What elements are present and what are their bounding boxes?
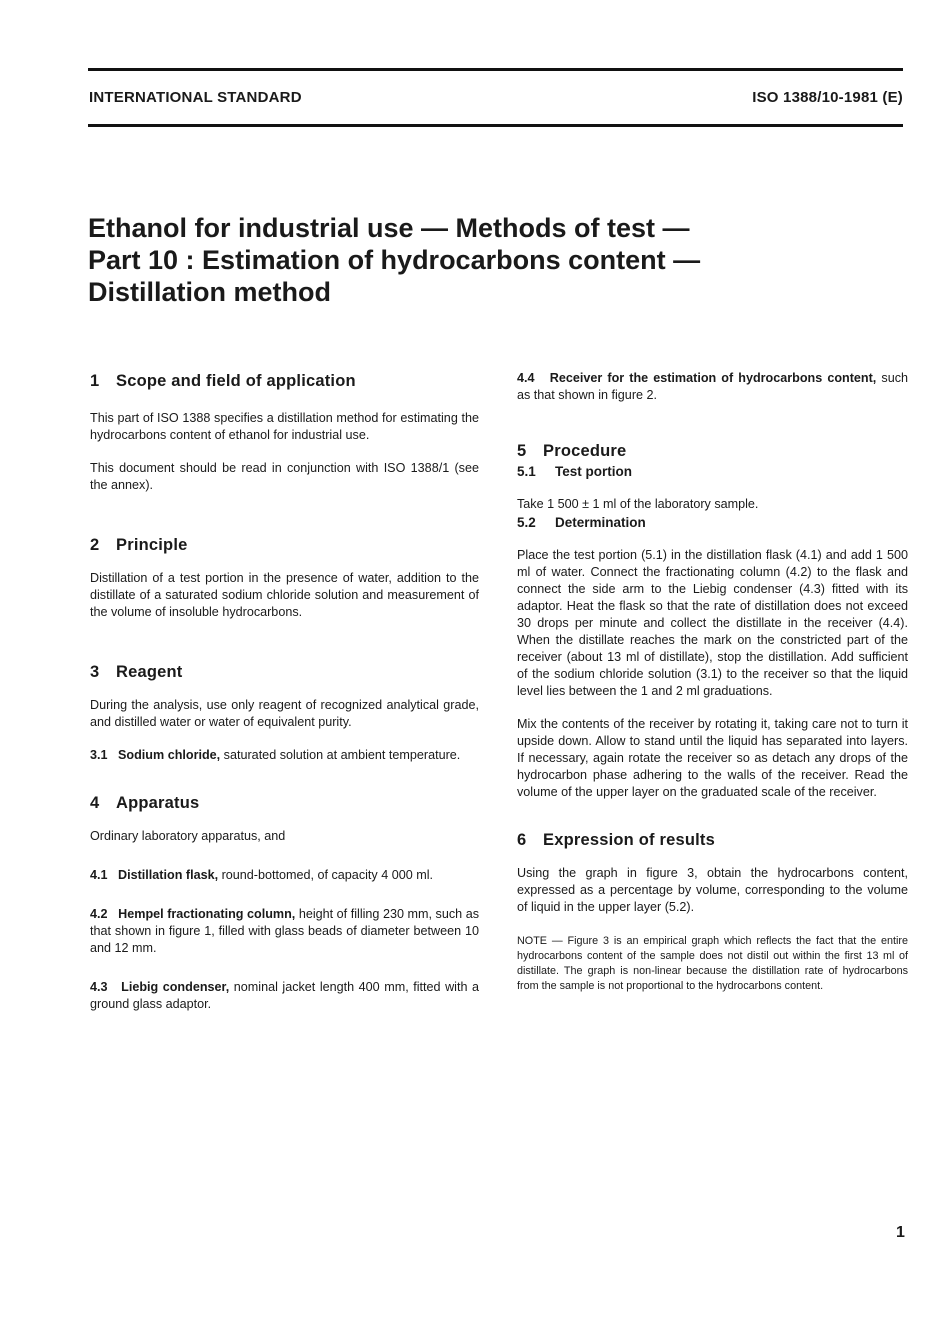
section-1-heading <box>90 370 479 392</box>
clause-4-1 <box>90 867 479 884</box>
section-1-scope <box>90 370 479 494</box>
section-3-number: 3 <box>90 663 100 681</box>
clause-3-1 <box>90 747 479 764</box>
clause-4-2-term: Hempel fractionating column, <box>118 907 296 921</box>
section-6-heading <box>517 829 908 851</box>
clause-3-1-number: 3.1 <box>90 748 108 762</box>
clause-4-1-number: 4.1 <box>90 868 108 882</box>
title-line-1: Ethanol for industrial use — Methods of test — <box>88 213 690 243</box>
left-column <box>90 370 479 1013</box>
title-line-2: Part 10 : Estimation of hydrocarbons content — <box>88 245 701 275</box>
clause-3-1-term: Sodium chloride, <box>118 748 221 762</box>
section-2-title: Principle <box>116 536 188 554</box>
clause-4-2-text: height of filling 230 mm, such as that shown in figure 1, filled with glass beads of diameter between 10 and 12 mm. <box>90 907 479 955</box>
section-5-heading <box>517 440 908 462</box>
section-4-heading <box>90 792 479 814</box>
document-title <box>88 212 868 308</box>
section-4-title: Apparatus <box>116 794 200 812</box>
subsection-5-1-number: 5.1 <box>517 464 536 479</box>
page-number: 1 <box>896 1224 905 1241</box>
section-4-paragraph: Ordinary laboratory apparatus, and <box>90 829 286 843</box>
section-4-apparatus <box>90 792 479 1013</box>
header-top-rule <box>88 68 903 71</box>
subsection-5-2-number: 5.2 <box>517 515 536 530</box>
section-1-paragraph-2: This document should be read in conjunction with ISO 1388/1 (see the annex). <box>90 461 479 492</box>
clause-3-1-text: saturated solution at ambient temperature. <box>220 748 461 762</box>
subsection-5-1-title: Test portion <box>555 464 632 479</box>
section-6-number: 6 <box>517 831 527 849</box>
section-2-heading <box>90 534 479 556</box>
clause-4-3-number: 4.3 <box>90 980 108 994</box>
section-6-note: NOTE — Figure 3 is an empirical graph which reflects the fact that the entire hydrocarbons content of the sample does not distil out within the first 13 ml of distillate. The graph is non-linear because the distillation rate of hydrocarbons from the sample is not proportional to the hydrocarbons content. <box>517 935 908 992</box>
subsection-5-1-heading <box>517 462 908 482</box>
section-3-reagent <box>90 661 479 764</box>
subsection-5-2-heading <box>517 513 908 533</box>
clause-4-4-text: such as that shown in figure 2. <box>517 371 908 402</box>
clause-4-4-number: 4.4 <box>517 371 535 385</box>
clause-4-4-term: Receiver for the estimation of hydrocarbons content, <box>549 371 877 385</box>
section-2-paragraph: Distillation of a test portion in the presence of water, addition to the distillate of a saturated sodium chloride solution and measurement of the volume of insoluble hydrocarbons. <box>90 571 479 619</box>
clause-4-1-term: Distillation flask, <box>118 868 219 882</box>
right-column <box>517 370 908 994</box>
section-2-number: 2 <box>90 536 100 554</box>
section-3-title: Reagent <box>116 663 183 681</box>
header-bottom-rule <box>88 124 903 127</box>
header-document-type: INTERNATIONAL STANDARD <box>89 89 302 106</box>
clause-4-1-text: round-bottomed, of capacity 4 000 ml. <box>218 868 434 882</box>
section-1-paragraph-1: This part of ISO 1388 specifies a distillation method for estimating the hydrocarbons content of ethanol for industrial use. <box>90 411 479 442</box>
title-line-3: Distillation method <box>88 277 331 307</box>
clause-4-3-term: Liebig condenser, <box>121 980 230 994</box>
section-6-paragraph: Using the graph in figure 3, obtain the hydrocarbons content, expressed as a percentage by volume, corresponding to the volume of liquid in the upper layer (5.2). <box>517 866 908 914</box>
header-standard-number: ISO 1388/10-1981 (E) <box>752 89 903 106</box>
section-6-expression-of-results <box>517 829 908 994</box>
section-1-number: 1 <box>90 372 100 390</box>
section-3-heading <box>90 661 479 683</box>
section-5-title: Procedure <box>543 442 627 460</box>
clause-4-2 <box>90 906 479 957</box>
section-2-principle <box>90 534 479 621</box>
clause-4-3-text: nominal jacket length 400 mm, fitted with a ground glass adaptor. <box>90 980 479 1011</box>
section-4-number: 4 <box>90 794 100 812</box>
section-5-number: 5 <box>517 442 527 460</box>
subsection-5-1-paragraph: Take 1 500 ± 1 ml of the laboratory sample. <box>517 497 759 511</box>
section-6-title: Expression of results <box>543 831 716 849</box>
clause-4-3 <box>90 979 479 1013</box>
subsection-5-2-title: Determination <box>555 515 646 530</box>
subsection-5-2-paragraph-1: Place the test portion (5.1) in the distillation flask (4.1) and add 1 500 ml of water. Connect the fractionating column (4.2) to the flask and connect the side arm to the Liebig condenser (4.3) fitted with its adaptor. Heat the flask so that the rate of distillation does not exceed 30 drops per minute and collect the distillate in the receiver (4.4). When the distillate reaches the mark on the constricted part of the receiver (about 13 ml of distillate), stop the distillation. Add sufficient of the sodium chloride solution (3.1) to the receiver so that the liquid level lies between the 1 and 2 ml graduations. <box>517 548 908 698</box>
section-5-procedure <box>517 440 908 801</box>
subsection-5-2-paragraph-2: Mix the contents of the receiver by rotating it, taking care not to turn it upside down. Allow to stand until the liquid has separated into layers. If necessary, again rotate the receiver so as detach any drops of the hydrocarbon phase adhering to the walls of the receiver. Read the volume of the upper layer on the graduated scale of the receiver. <box>517 717 908 799</box>
clause-4-2-number: 4.2 <box>90 907 108 921</box>
section-3-paragraph: During the analysis, use only reagent of recognized analytical grade, and distilled water or water of equivalent purity. <box>90 698 479 729</box>
section-1-title: Scope and field of application <box>116 372 356 390</box>
clause-4-4 <box>517 370 908 404</box>
